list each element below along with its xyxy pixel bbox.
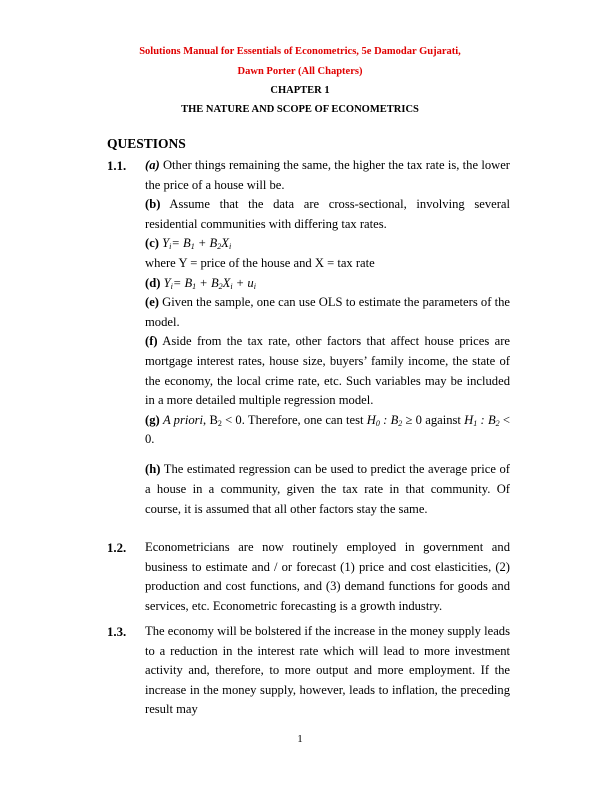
answer-1-3-text: The economy will be bolstered if the increase in the money supply leads to a reduction in the interest rate which will lead to more investment activity and, therefore, to more output and more employment. If the increase in the money supply, however, leads to inflation, the preceding result may <box>145 624 510 717</box>
answer-1-1-b <box>145 195 510 234</box>
chapter-title: THE NATURE AND SCOPE OF ECONOMETRICS <box>181 104 419 115</box>
hypothesis-alternative: $H_1$ : $B_2$ <box>464 412 500 428</box>
answer-1-1-where: where Y = price of the house and X = tax rate <box>145 255 375 270</box>
question-number-1-1: 1.1. <box>107 159 127 173</box>
header-title-line-1: Solutions Manual for Essentials of Econometrics, 5e Damodar Gujarati, <box>139 46 461 57</box>
answer-1-1-e <box>145 293 510 332</box>
chapter-number: CHAPTER 1 <box>270 85 330 96</box>
part-label-d: (d) <box>145 275 161 290</box>
part-label-a: (a) <box>145 158 160 172</box>
part-label-h: (h) <box>145 462 161 477</box>
question-number-1-3: 1.3. <box>107 625 127 639</box>
answer-1-1-d <box>145 274 510 294</box>
part-label-c: (c) <box>145 236 159 251</box>
answer-1-2 <box>145 538 510 616</box>
equation-d: $Y_i= B_1 + B_2X_i + u_i$ <box>163 275 256 291</box>
part-label-f: (f) <box>145 334 158 349</box>
a-priori-text: A priori <box>162 412 204 427</box>
answer-1-2-text: Econometricians are now routinely employed in government and business to estimate and / or forecast (1) price and cost elasticities, (2) production and cost functions, and (3) demand functions for goods and services, etc. Econometric forecasting is a growth industry. <box>145 540 510 613</box>
section-title: QUESTIONS <box>107 136 186 151</box>
part-text-g-1: , B <box>203 412 218 427</box>
part-label-e: (e) <box>145 295 159 310</box>
answer-1-1-c <box>145 234 510 254</box>
answer-1-3 <box>145 622 510 720</box>
part-text-g-2: < 0. Therefore, one can test <box>221 412 367 427</box>
page-number: 1 <box>297 733 303 745</box>
equation-c: $Y_i= B_1 + B_2X_i$ <box>162 236 232 252</box>
hypothesis-null: $H_0$ : $B_2$ <box>366 412 403 428</box>
part-text-f: Aside from the tax rate, other factors that affect house prices are mortgage interest rates, house size, buyers’ family income, the state of the economy, the local crime rate, etc. Such variables may be included in a more detailed multiple regression model. <box>145 334 510 408</box>
answer-1-1-h <box>145 460 510 519</box>
part-text-b: Assume that the data are cross-sectional, involving several residential communities with differing tax rates. <box>145 197 510 231</box>
answer-1-1 <box>145 156 510 519</box>
part-text-a: Other things remaining the same, the higher the tax rate is, the lower the price of a house will be. <box>145 158 510 192</box>
part-label-b: (b) <box>145 197 161 212</box>
header-title-line-2: Dawn Porter (All Chapters) <box>237 66 363 77</box>
answer-1-1-f <box>145 332 510 410</box>
part-text-e: Given the sample, one can use OLS to estimate the parameters of the model. <box>145 295 510 329</box>
part-text-g-3: against <box>421 412 465 427</box>
part-text-h: The estimated regression can be used to predict the average price of a house in a community, given the tax rate in that community. Of course, it is assumed that all other factors stay the same. <box>145 462 510 516</box>
part-label-g: (g) <box>145 412 160 427</box>
answer-1-1-g: (g) A priori, $B_2 < 0$. Therefore, one can test $H_0$ : $B_2 \ge 0$ against $H_1$ : $B_2 < 0$. <box>145 412 510 447</box>
answer-1-1-a <box>145 156 510 195</box>
question-number-1-2: 1.2. <box>107 541 127 555</box>
